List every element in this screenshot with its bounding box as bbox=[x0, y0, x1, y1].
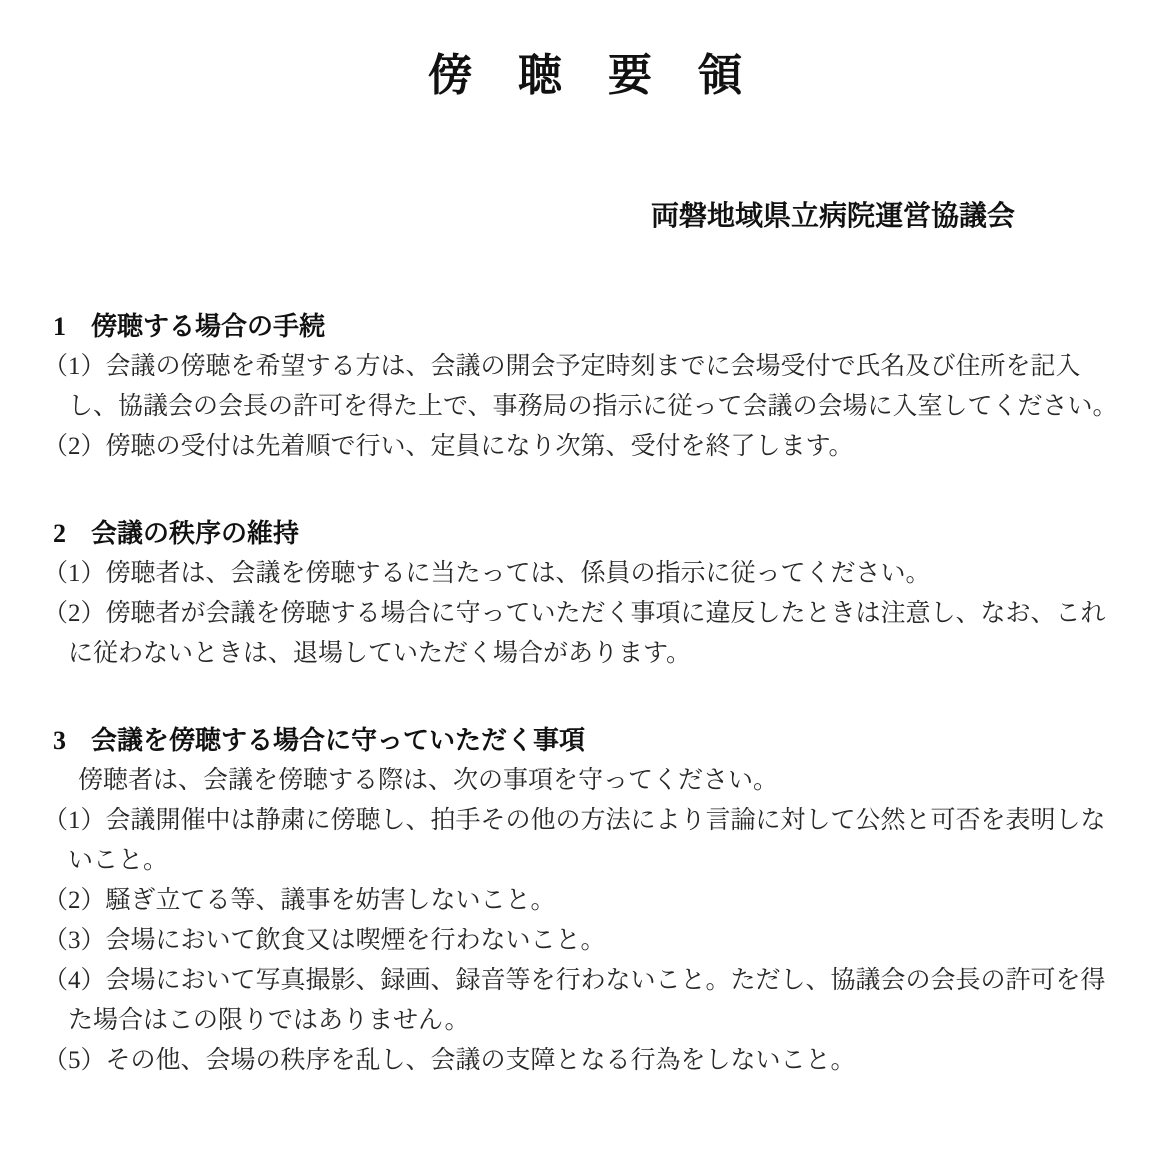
list-item bbox=[43, 921, 1128, 961]
item-text: 傍聴者は、会議を傍聴するに当たっては、係員の指示に従ってください。 bbox=[105, 560, 931, 587]
item-marker: （4） bbox=[43, 967, 106, 994]
list-item bbox=[43, 594, 1128, 674]
item-text: 会議の傍聴を希望する方は、会議の開会予定時刻までに会場受付で氏名及び住所を記入し、協議会の会長の許可を得た上で、事務局の指示に従って会議の会場に入室してください。 bbox=[68, 353, 1118, 420]
organization-name: 両磐地域県立病院運営協議会 bbox=[650, 201, 1015, 232]
section-observer-rules bbox=[43, 721, 1128, 1081]
item-text: 会場において写真撮影、録画、録音等を行わないこと。ただし、協議会の会長の許可を得た場合はこの限りではありません。 bbox=[68, 967, 1106, 1034]
item-text: 傍聴の受付は先着順で行い、定員になり次第、受付を終了します。 bbox=[105, 433, 854, 460]
list-item bbox=[43, 801, 1128, 881]
item-marker: （3） bbox=[43, 927, 106, 954]
list-item bbox=[43, 1041, 1128, 1081]
item-text: その他、会場の秩序を乱し、会議の支障となる行為をしないこと。 bbox=[105, 1047, 856, 1074]
list-item bbox=[43, 881, 1128, 921]
section-number: 3 bbox=[53, 726, 66, 755]
item-marker: （1） bbox=[43, 560, 106, 587]
item-text: 騒ぎ立てる等、議事を妨害しないこと。 bbox=[105, 887, 556, 914]
section-intro: 傍聴者は、会議を傍聴する際は、次の事項を守ってください。 bbox=[78, 767, 779, 794]
list-item bbox=[43, 347, 1128, 427]
item-text: 会場において飲食又は喫煙を行わないこと。 bbox=[105, 927, 606, 954]
section-heading bbox=[43, 307, 1128, 347]
item-marker: （1） bbox=[43, 807, 106, 834]
section-title: 会議の秩序の維持 bbox=[91, 519, 300, 548]
item-text: 会議開催中は静粛に傍聴し、拍手その他の方法により言論に対して公然と可否を表明しないこと。 bbox=[68, 807, 1106, 874]
item-marker: （5） bbox=[43, 1047, 106, 1074]
list-item bbox=[43, 554, 1128, 594]
item-marker: （2） bbox=[43, 887, 106, 914]
section-heading bbox=[43, 514, 1128, 554]
document-title: 傍 聴 要 領 bbox=[428, 51, 743, 100]
section-title: 傍聴する場合の手続 bbox=[91, 312, 326, 341]
section-heading bbox=[43, 721, 1128, 761]
list-item bbox=[43, 427, 1128, 467]
list-item bbox=[43, 961, 1128, 1041]
section-meeting-order bbox=[43, 514, 1128, 674]
section-title: 会議を傍聴する場合に守っていただく事項 bbox=[91, 726, 586, 755]
section-number: 2 bbox=[53, 519, 66, 548]
item-text: 傍聴者が会議を傍聴する場合に守っていただく事項に違反したときは注意し、なお、これに従わないときは、退場していただく場合があります。 bbox=[68, 600, 1106, 667]
item-marker: （2） bbox=[43, 433, 106, 460]
section-number: 1 bbox=[53, 312, 66, 341]
section-attendance-procedure bbox=[43, 307, 1128, 467]
item-marker: （1） bbox=[43, 353, 106, 380]
item-marker: （2） bbox=[43, 600, 106, 627]
